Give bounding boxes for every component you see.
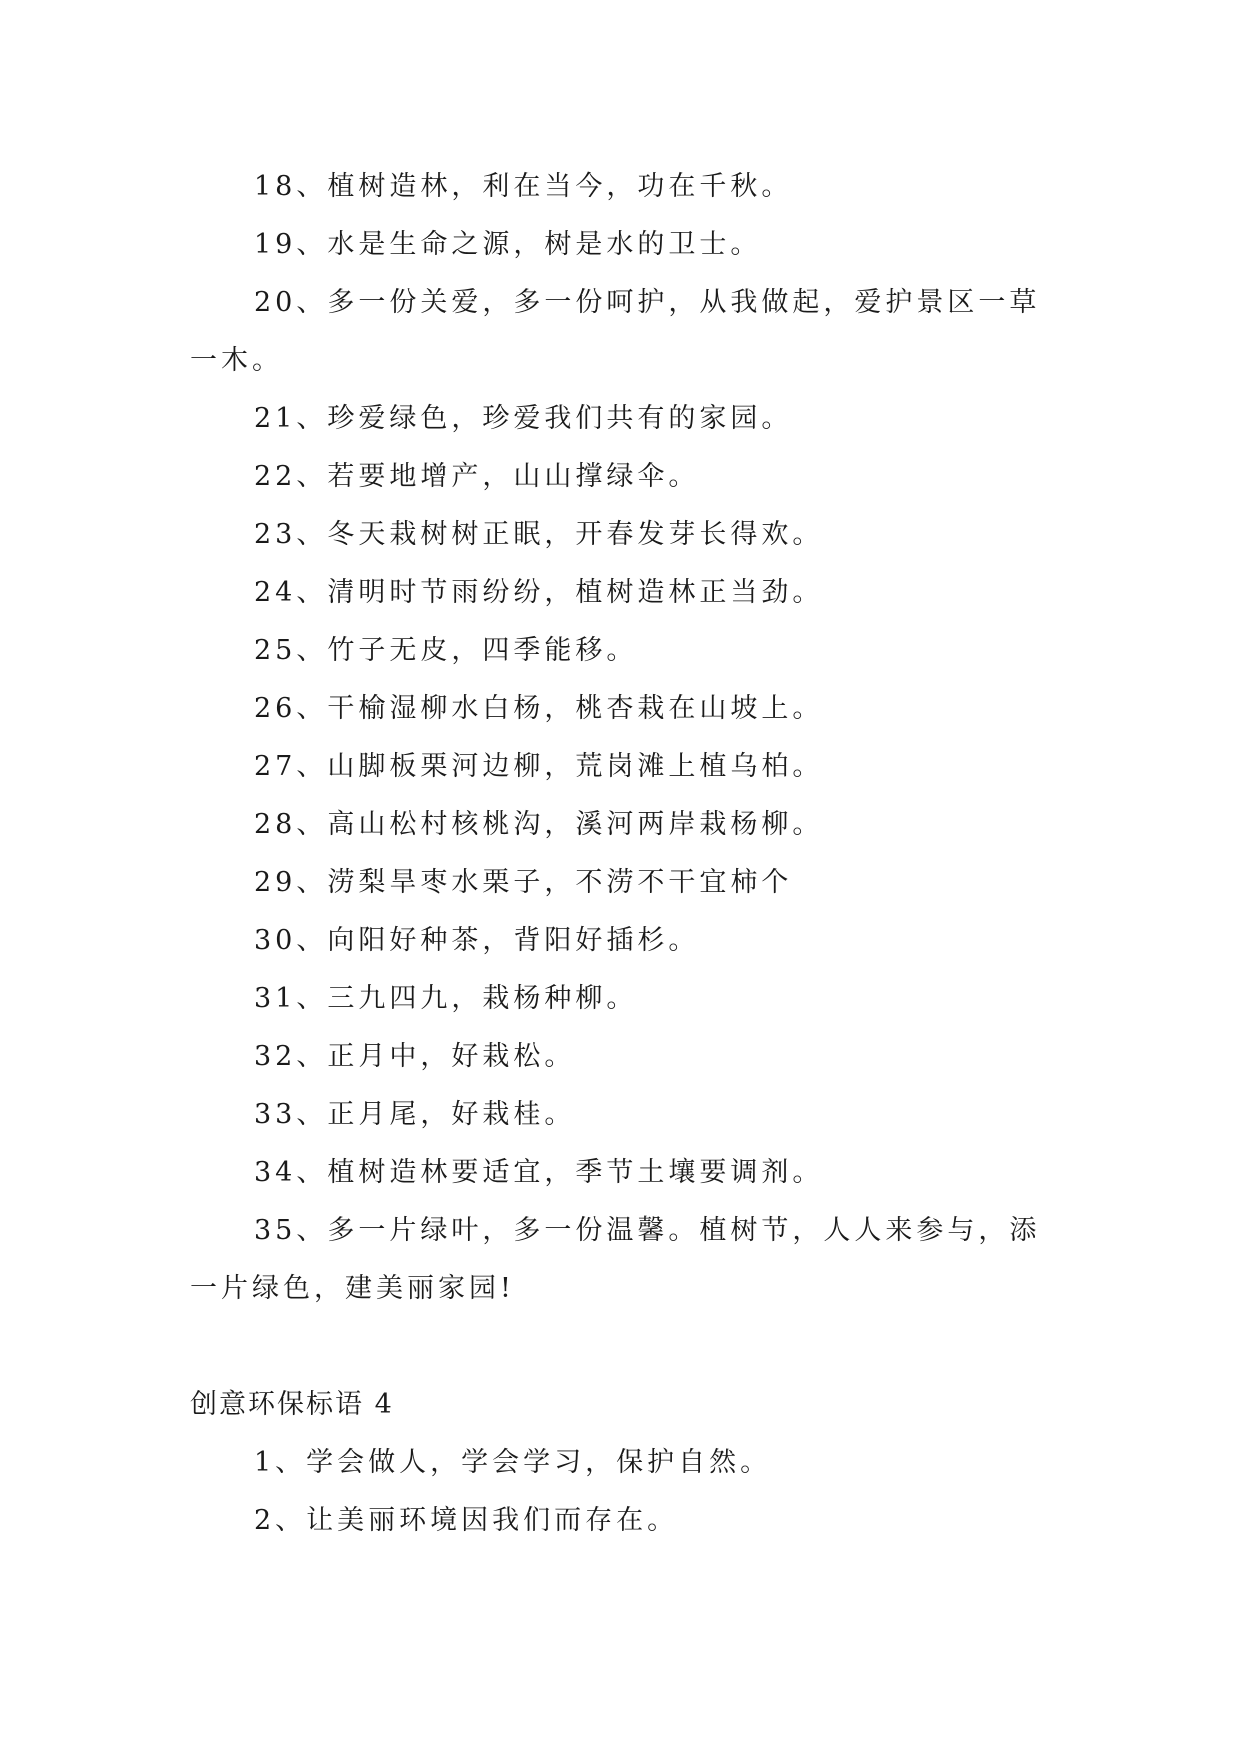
document-body [190, 158, 1070, 1550]
slogan-item: 33、正月尾，好栽桂。 [254, 1099, 576, 1130]
slogan-item: 29、涝梨旱枣水栗子，不涝不干宜柿个 [254, 867, 793, 898]
section-slogan-item: 1、学会做人，学会学习，保护自然。 [254, 1447, 772, 1478]
slogan-item: 28、高山松村核桃沟，溪河两岸栽杨柳。 [254, 809, 824, 840]
section-heading: 创意环保标语 4 [190, 1389, 394, 1420]
slogan-item: 30、向阳好种茶，背阳好插杉。 [254, 925, 700, 956]
slogan-item: 32、正月中，好栽松。 [254, 1041, 576, 1072]
slogan-item: 31、三九四九，栽杨种柳。 [254, 983, 638, 1014]
slogan-item: 23、冬天栽树树正眠，开春发芽长得欢。 [254, 519, 824, 550]
section-slogan-item: 2、让美丽环境因我们而存在。 [254, 1505, 679, 1536]
slogan-item: 20、多一份关爱，多一份呵护，从我做起，爱护景区一草一木。 [190, 287, 1041, 376]
slogan-item: 26、干榆湿柳水白杨，桃杏栽在山坡上。 [254, 693, 824, 724]
slogan-item: 21、珍爱绿色，珍爱我们共有的家园。 [254, 403, 793, 434]
slogan-item: 27、山脚板栗河边柳，荒岗滩上植乌柏。 [254, 751, 824, 782]
slogan-item: 18、植树造林，利在当今，功在千秋。 [254, 171, 793, 202]
slogan-item: 25、竹子无皮，四季能移。 [254, 635, 638, 666]
slogan-item: 22、若要地增产，山山撑绿伞。 [254, 461, 700, 492]
slogan-item: 19、水是生命之源，树是水的卫士。 [254, 229, 762, 260]
slogan-item: 34、植树造林要适宜，季节土壤要调剂。 [254, 1157, 824, 1188]
slogan-item: 24、清明时节雨纷纷，植树造林正当劲。 [254, 577, 824, 608]
slogan-item: 35、多一片绿叶，多一份温馨。植树节，人人来参与，添一片绿色，建美丽家园! [190, 1215, 1041, 1304]
